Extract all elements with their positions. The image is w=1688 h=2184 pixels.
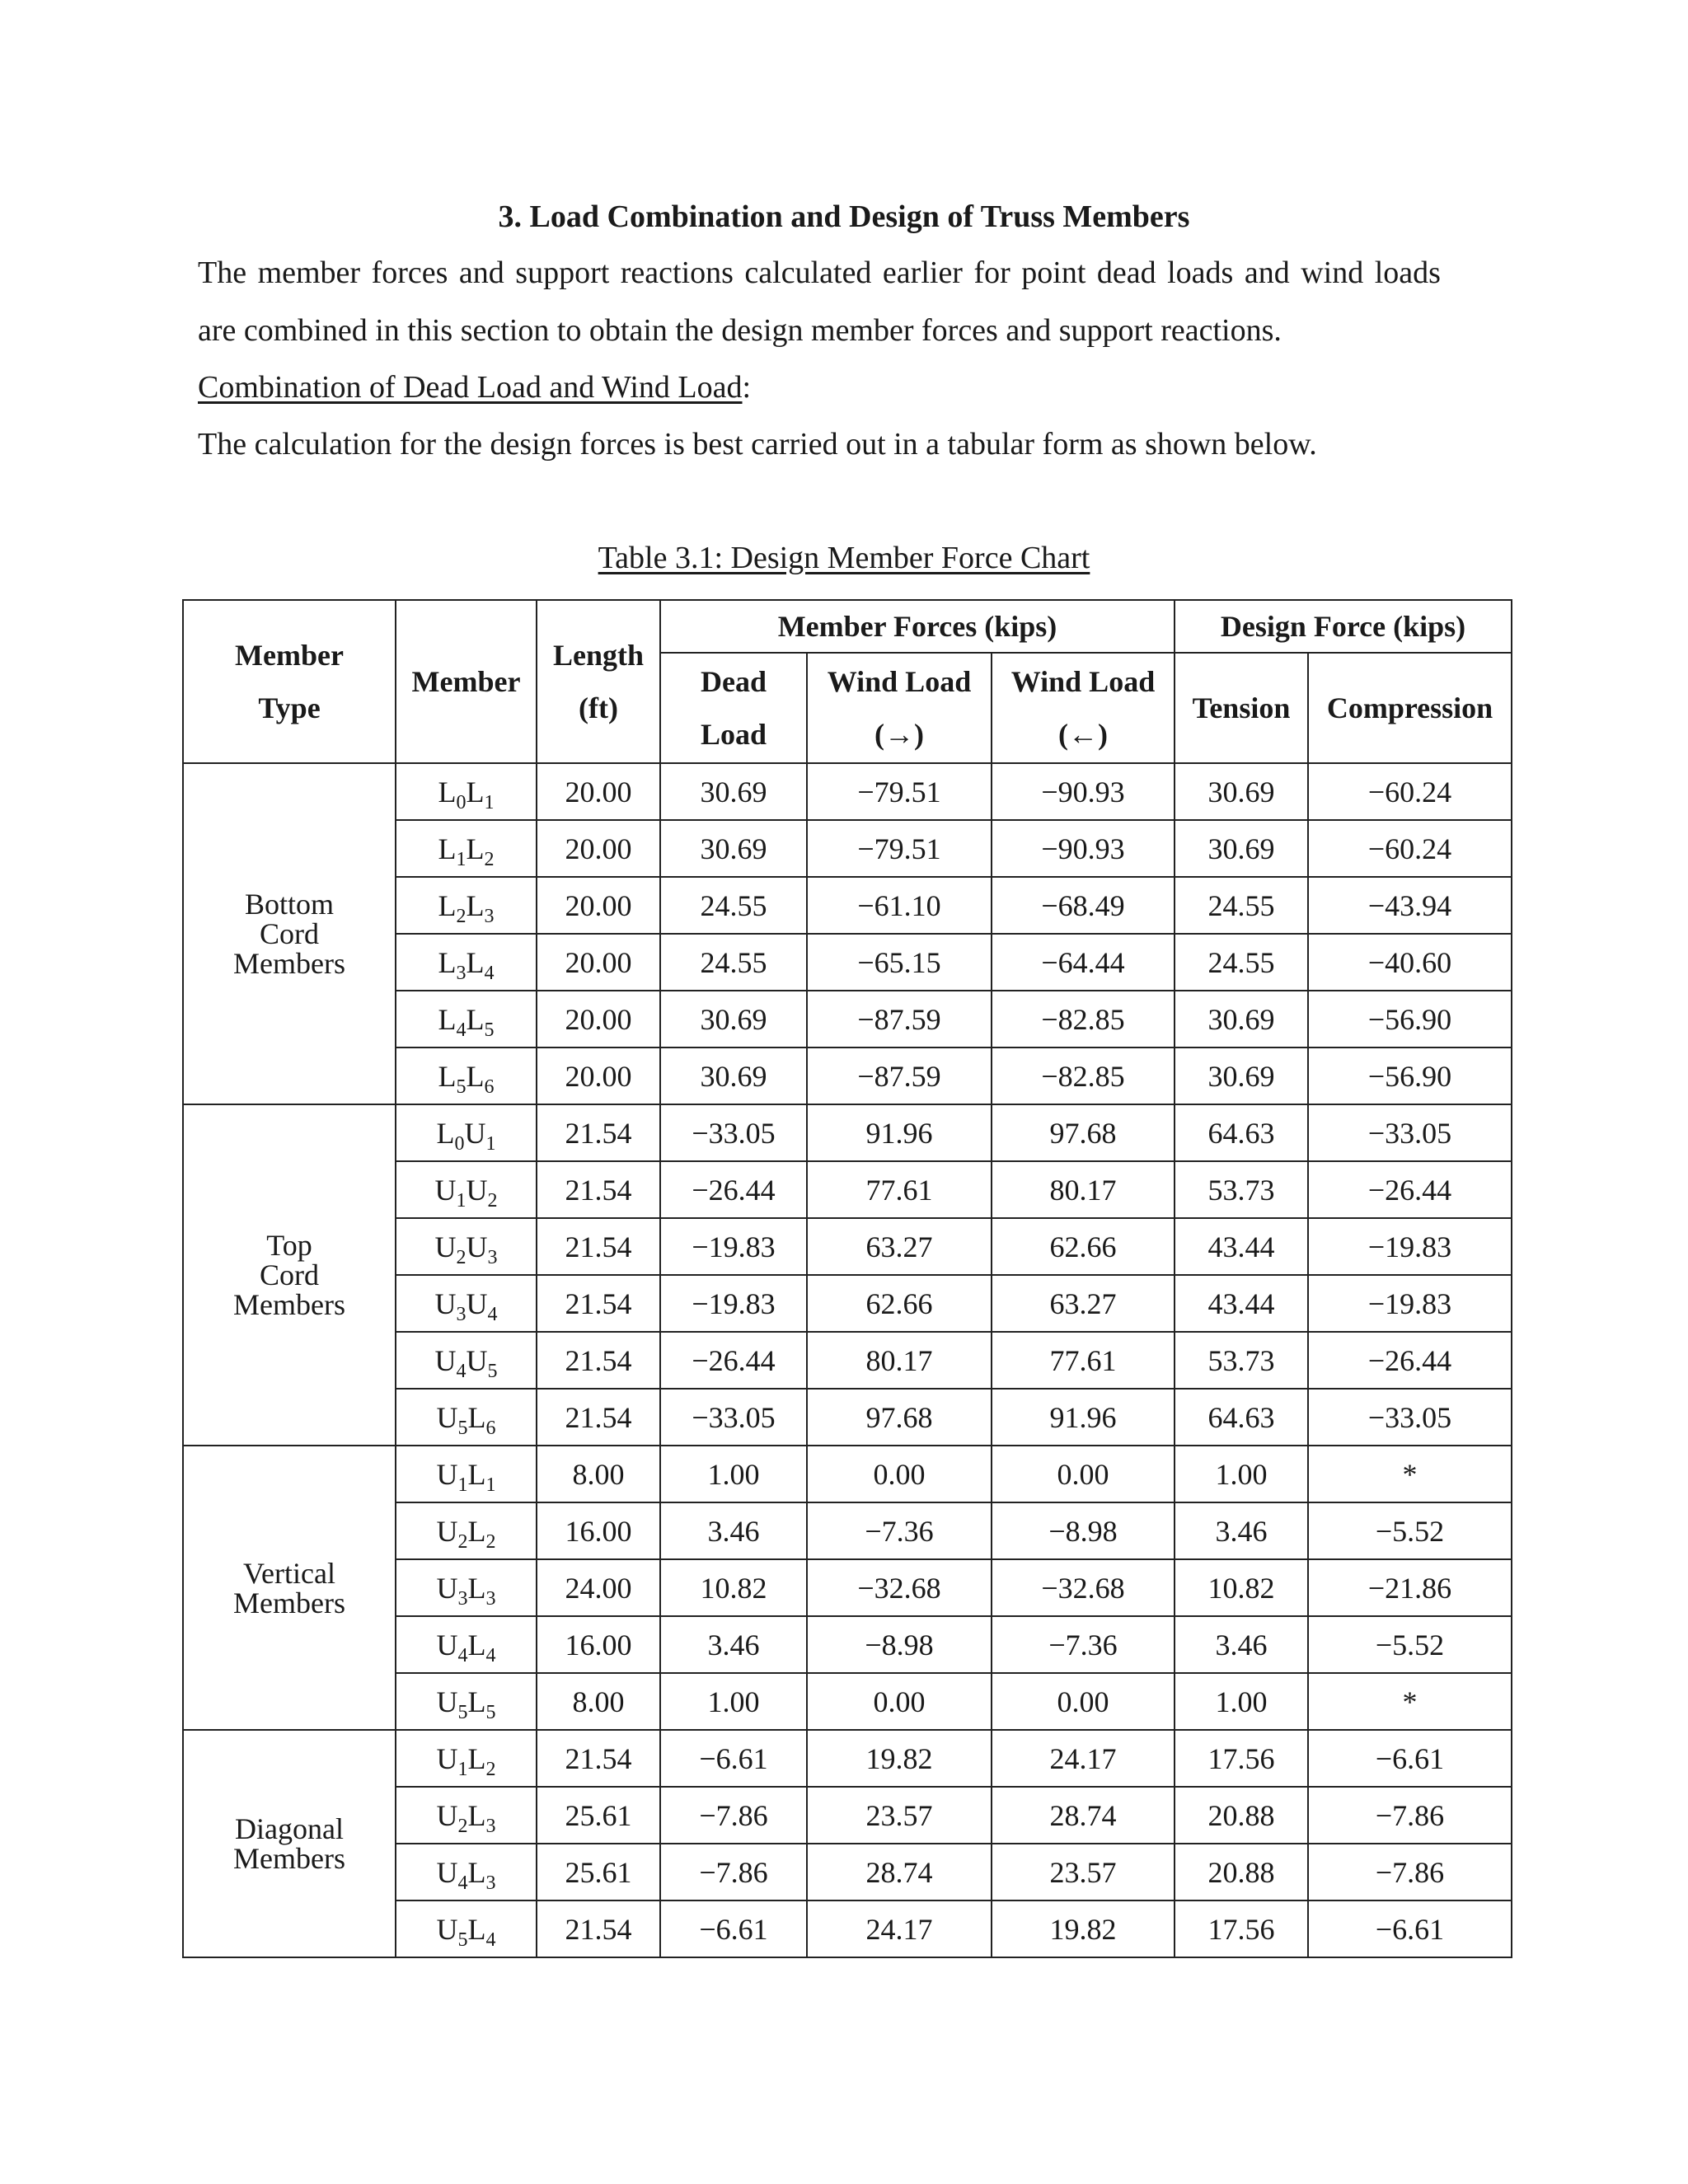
member-node-letter: U (434, 1343, 457, 1377)
member-node-subscript: 1 (457, 1758, 468, 1780)
dead-load-cell: 30.69 (660, 763, 807, 820)
table-row (183, 1446, 1512, 1502)
length-cell: 21.54 (537, 1218, 660, 1275)
wind-right-cell: −87.59 (807, 1047, 992, 1104)
member-node-subscript: 2 (485, 1530, 496, 1553)
dead-load-cell: 30.69 (660, 1047, 807, 1104)
member-cell (396, 934, 537, 991)
wind-right-cell: −61.10 (807, 877, 992, 934)
design-member-force-table (182, 599, 1512, 1958)
wind-right-cell: 91.96 (807, 1104, 992, 1161)
member-cell (396, 1389, 537, 1446)
header-member: Member (396, 600, 537, 763)
wind-right-cell: 0.00 (807, 1673, 992, 1730)
member-type-line: Members (233, 1586, 345, 1619)
member-node-subscript: 4 (456, 1360, 467, 1382)
member-node-letter: L (438, 1059, 457, 1093)
dead-load-cell: 24.55 (660, 877, 807, 934)
member-node-subscript: 4 (485, 1644, 496, 1666)
wind-left-cell: 24.17 (992, 1730, 1175, 1787)
wind-left-cell: −82.85 (992, 1047, 1175, 1104)
length-cell: 21.54 (537, 1104, 660, 1161)
member-node-letter: U (436, 1400, 458, 1434)
member-node-letter: L (467, 1628, 486, 1661)
member-node-letter: U (436, 1855, 458, 1889)
tension-cell: 30.69 (1175, 1047, 1308, 1104)
tension-cell: 43.44 (1175, 1275, 1308, 1332)
header-wind-left-line-2: (←) (1058, 718, 1108, 751)
dead-load-cell: 1.00 (660, 1446, 807, 1502)
member-node-letter: U (434, 1230, 457, 1263)
member-node-letter: U (436, 1457, 458, 1491)
length-cell: 16.00 (537, 1502, 660, 1559)
member-node-letter: L (466, 775, 485, 808)
member-type-cell (183, 1730, 396, 1957)
member-cell (396, 1844, 537, 1900)
member-cell (396, 1332, 537, 1389)
member-node-subscript: 6 (485, 1417, 496, 1439)
wind-left-cell: 19.82 (992, 1900, 1175, 1957)
member-node-letter: U (434, 1173, 457, 1207)
paragraph-line-3: The calculation for the design forces is best carried out in a tabular form as shown below. (198, 427, 1317, 462)
compression-cell: −19.83 (1308, 1275, 1512, 1332)
header-dead-load-line-2: Load (700, 718, 767, 751)
table-caption-text: Table 3.1: Design Member Force Chart (598, 541, 1090, 575)
member-cell (396, 1673, 537, 1730)
member-node-letter: U (466, 1343, 488, 1377)
wind-left-cell: 28.74 (992, 1787, 1175, 1844)
length-cell: 21.54 (537, 1900, 660, 1957)
member-node-subscript: 4 (457, 1644, 468, 1666)
member-node-letter: U (436, 1571, 458, 1605)
member-cell (396, 1104, 537, 1161)
member-node-letter: L (467, 1514, 486, 1548)
wind-right-cell: −65.15 (807, 934, 992, 991)
wind-right-cell: 62.66 (807, 1275, 992, 1332)
member-node-subscript: 1 (484, 791, 495, 813)
compression-cell: −26.44 (1308, 1332, 1512, 1389)
wind-left-cell: −7.36 (992, 1616, 1175, 1673)
member-node-letter: U (436, 1798, 458, 1832)
member-node-subscript: 3 (457, 1587, 468, 1610)
compression-cell: −21.86 (1308, 1559, 1512, 1616)
wind-left-cell: 97.68 (992, 1104, 1175, 1161)
compression-cell: −19.83 (1308, 1218, 1512, 1275)
dead-load-cell: 30.69 (660, 820, 807, 877)
table-row (183, 1104, 1512, 1161)
member-cell (396, 1559, 537, 1616)
member-node-subscript: 2 (457, 1815, 468, 1837)
tension-cell: 64.63 (1175, 1389, 1308, 1446)
paragraph-line-2: are combined in this section to obtain the design member forces and support reactions. (198, 313, 1282, 348)
tension-cell: 30.69 (1175, 763, 1308, 820)
member-node-letter: U (464, 1116, 486, 1150)
member-node-letter: L (467, 1798, 486, 1832)
wind-left-cell: −32.68 (992, 1559, 1175, 1616)
member-node-letter: L (466, 832, 485, 865)
member-node-letter: L (467, 1912, 486, 1946)
header-member-type-line-2: Type (258, 691, 321, 724)
wind-right-cell: −7.36 (807, 1502, 992, 1559)
tension-cell: 17.56 (1175, 1900, 1308, 1957)
member-node-subscript: 2 (487, 1189, 498, 1212)
member-cell (396, 1616, 537, 1673)
dead-load-cell: 1.00 (660, 1673, 807, 1730)
wind-right-cell: −87.59 (807, 991, 992, 1047)
member-cell (396, 991, 537, 1047)
wind-left-cell: −82.85 (992, 991, 1175, 1047)
dead-load-cell: 3.46 (660, 1616, 807, 1673)
member-node-subscript: 3 (485, 1815, 496, 1837)
member-node-letter: L (438, 775, 457, 808)
wind-left-cell: −8.98 (992, 1502, 1175, 1559)
tension-cell: 3.46 (1175, 1502, 1308, 1559)
compression-cell: −7.86 (1308, 1844, 1512, 1900)
compression-cell: −33.05 (1308, 1104, 1512, 1161)
subheading: Combination of Dead Load and Wind Load (198, 370, 743, 405)
member-cell (396, 1275, 537, 1332)
member-node-letter: L (466, 1059, 485, 1093)
tension-cell: 53.73 (1175, 1161, 1308, 1218)
table-row (183, 1730, 1512, 1787)
member-node-letter: L (466, 945, 485, 979)
tension-cell: 24.55 (1175, 877, 1308, 934)
wind-right-cell: 28.74 (807, 1844, 992, 1900)
header-length-line-1: Length (552, 639, 645, 672)
header-wind-left-line-1: Wind Load (1010, 665, 1156, 698)
member-node-subscript: 2 (456, 905, 467, 927)
header-length-line-2: (ft) (579, 691, 618, 724)
header-wind-right-line-2: (→) (874, 718, 924, 751)
wind-right-cell: 19.82 (807, 1730, 992, 1787)
header-member-type (183, 600, 396, 763)
tension-cell: 53.73 (1175, 1332, 1308, 1389)
member-cell (396, 1446, 537, 1502)
length-cell: 25.61 (537, 1787, 660, 1844)
member-node-letter: L (466, 1002, 485, 1036)
member-node-subscript: 1 (456, 848, 467, 870)
member-node-letter: L (438, 888, 457, 922)
compression-cell: −60.24 (1308, 820, 1512, 877)
wind-left-cell: 0.00 (992, 1446, 1175, 1502)
member-type-line: Cord (260, 1258, 319, 1291)
member-node-letter: L (467, 1400, 486, 1434)
compression-cell: * (1308, 1446, 1512, 1502)
member-type-line: Members (233, 1288, 345, 1321)
dead-load-cell: −33.05 (660, 1104, 807, 1161)
table-body (183, 763, 1512, 1957)
dead-load-cell: 30.69 (660, 991, 807, 1047)
member-cell (396, 877, 537, 934)
member-node-subscript: 2 (484, 848, 495, 870)
wind-left-cell: 91.96 (992, 1389, 1175, 1446)
member-cell (396, 820, 537, 877)
member-node-subscript: 3 (456, 962, 467, 984)
tension-cell: 1.00 (1175, 1446, 1308, 1502)
paragraph-line-1: The member forces and support reactions calculated earlier for point dead loads and wind loads (198, 255, 1441, 290)
length-cell: 21.54 (537, 1332, 660, 1389)
member-node-subscript: 5 (457, 1701, 468, 1723)
tension-cell: 20.88 (1175, 1844, 1308, 1900)
tension-cell: 3.46 (1175, 1616, 1308, 1673)
member-type-line: Top (266, 1229, 312, 1262)
dead-load-cell: −26.44 (660, 1161, 807, 1218)
length-cell: 16.00 (537, 1616, 660, 1673)
member-node-subscript: 3 (456, 1303, 467, 1325)
compression-cell: −56.90 (1308, 1047, 1512, 1104)
dead-load-cell: −33.05 (660, 1389, 807, 1446)
member-cell (396, 1900, 537, 1957)
member-node-subscript: 4 (457, 1872, 468, 1894)
compression-cell: −43.94 (1308, 877, 1512, 934)
member-node-subscript: 0 (456, 791, 467, 813)
tension-cell: 1.00 (1175, 1673, 1308, 1730)
tension-cell: 10.82 (1175, 1559, 1308, 1616)
wind-right-cell: 80.17 (807, 1332, 992, 1389)
compression-cell: −40.60 (1308, 934, 1512, 991)
member-node-subscript: 3 (484, 905, 495, 927)
length-cell: 20.00 (537, 934, 660, 991)
member-node-subscript: 0 (454, 1132, 465, 1155)
member-node-subscript: 2 (457, 1530, 468, 1553)
wind-right-cell: 0.00 (807, 1446, 992, 1502)
wind-left-cell: 63.27 (992, 1275, 1175, 1332)
header-dead-load-line-1: Dead (701, 665, 767, 698)
tension-cell: 43.44 (1175, 1218, 1308, 1275)
tension-cell: 30.69 (1175, 820, 1308, 877)
compression-cell: * (1308, 1673, 1512, 1730)
wind-left-cell: 77.61 (992, 1332, 1175, 1389)
header-row-1 (183, 600, 1512, 653)
member-node-letter: U (436, 1741, 458, 1775)
wind-left-cell: −68.49 (992, 877, 1175, 934)
length-cell: 20.00 (537, 1047, 660, 1104)
wind-right-cell: 63.27 (807, 1218, 992, 1275)
wind-right-cell: −8.98 (807, 1616, 992, 1673)
dead-load-cell: 10.82 (660, 1559, 807, 1616)
compression-cell: −26.44 (1308, 1161, 1512, 1218)
header-compression: Compression (1308, 653, 1512, 763)
member-node-letter: L (467, 1571, 486, 1605)
member-node-subscript: 3 (485, 1872, 496, 1894)
member-node-letter: U (434, 1286, 457, 1320)
wind-left-cell: 0.00 (992, 1673, 1175, 1730)
member-cell (396, 1502, 537, 1559)
wind-left-cell: 80.17 (992, 1161, 1175, 1218)
member-node-subscript: 4 (456, 1019, 467, 1041)
dead-load-cell: 24.55 (660, 934, 807, 991)
wind-left-cell: −90.93 (992, 763, 1175, 820)
dead-load-cell: −7.86 (660, 1787, 807, 1844)
member-type-line: Vertical (243, 1556, 335, 1590)
wind-right-cell: −79.51 (807, 763, 992, 820)
compression-cell: −5.52 (1308, 1616, 1512, 1673)
member-type-line: Cord (260, 917, 319, 950)
member-type-line: Members (233, 1842, 345, 1875)
member-node-subscript: 1 (485, 1132, 496, 1155)
member-type-line: Members (233, 947, 345, 980)
compression-cell: −6.61 (1308, 1730, 1512, 1787)
wind-right-cell: 24.17 (807, 1900, 992, 1957)
tension-cell: 20.88 (1175, 1787, 1308, 1844)
compression-cell: −60.24 (1308, 763, 1512, 820)
member-node-letter: L (438, 1002, 457, 1036)
member-node-letter: L (438, 832, 457, 865)
member-node-letter: L (467, 1685, 486, 1718)
header-wind-left (992, 653, 1175, 763)
member-node-letter: U (436, 1514, 458, 1548)
length-cell: 21.54 (537, 1389, 660, 1446)
dead-load-cell: −6.61 (660, 1900, 807, 1957)
wind-left-cell: −64.44 (992, 934, 1175, 991)
member-node-letter: U (436, 1912, 458, 1946)
length-cell: 25.61 (537, 1844, 660, 1900)
dead-load-cell: −7.86 (660, 1844, 807, 1900)
header-design-force: Design Force (kips) (1175, 600, 1512, 653)
tension-cell: 24.55 (1175, 934, 1308, 991)
table-header (183, 600, 1512, 763)
member-node-letter: U (466, 1286, 488, 1320)
compression-cell: −56.90 (1308, 991, 1512, 1047)
wind-right-cell: 97.68 (807, 1389, 992, 1446)
member-cell (396, 1161, 537, 1218)
member-node-subscript: 2 (456, 1246, 467, 1268)
member-node-subscript: 5 (456, 1076, 467, 1098)
member-node-subscript: 4 (487, 1303, 498, 1325)
length-cell: 8.00 (537, 1446, 660, 1502)
subheading-suffix: : (742, 370, 752, 405)
member-node-letter: U (466, 1230, 488, 1263)
compression-cell: −7.86 (1308, 1787, 1512, 1844)
header-tension: Tension (1175, 653, 1308, 763)
header-wind-right-line-1: Wind Load (827, 665, 972, 698)
header-length (537, 600, 660, 763)
compression-cell: −6.61 (1308, 1900, 1512, 1957)
wind-right-cell: −79.51 (807, 820, 992, 877)
member-node-letter: L (467, 1741, 486, 1775)
header-dead-load (660, 653, 807, 763)
wind-left-cell: 23.57 (992, 1844, 1175, 1900)
header-wind-right (807, 653, 992, 763)
dead-load-cell: −19.83 (660, 1218, 807, 1275)
dead-load-cell: 3.46 (660, 1502, 807, 1559)
table-caption (0, 537, 1688, 579)
wind-right-cell: 23.57 (807, 1787, 992, 1844)
member-node-letter: U (436, 1628, 458, 1661)
member-node-subscript: 4 (485, 1929, 496, 1951)
compression-cell: −5.52 (1308, 1502, 1512, 1559)
member-node-subscript: 3 (487, 1246, 498, 1268)
member-node-subscript: 1 (485, 1474, 496, 1496)
header-member-type-line-1: Member (235, 639, 344, 672)
member-node-subscript: 1 (456, 1189, 467, 1212)
member-node-subscript: 5 (485, 1701, 496, 1723)
member-type-cell (183, 1446, 396, 1730)
member-node-letter: U (466, 1173, 488, 1207)
length-cell: 20.00 (537, 991, 660, 1047)
member-cell (396, 1047, 537, 1104)
member-node-subscript: 5 (487, 1360, 498, 1382)
member-type-line: Diagonal (235, 1812, 344, 1845)
member-node-letter: L (466, 888, 485, 922)
tension-cell: 17.56 (1175, 1730, 1308, 1787)
wind-left-cell: 62.66 (992, 1218, 1175, 1275)
tension-cell: 64.63 (1175, 1104, 1308, 1161)
member-node-subscript: 5 (457, 1417, 468, 1439)
member-node-subscript: 5 (484, 1019, 495, 1041)
compression-cell: −33.05 (1308, 1389, 1512, 1446)
length-cell: 20.00 (537, 763, 660, 820)
length-cell: 20.00 (537, 820, 660, 877)
member-type-cell (183, 763, 396, 1104)
wind-left-cell: −90.93 (992, 820, 1175, 877)
dead-load-cell: −6.61 (660, 1730, 807, 1787)
length-cell: 21.54 (537, 1161, 660, 1218)
member-node-subscript: 3 (485, 1587, 496, 1610)
member-node-subscript: 2 (485, 1758, 496, 1780)
member-type-line: Bottom (244, 888, 335, 921)
header-member-forces: Member Forces (kips) (660, 600, 1175, 653)
member-cell (396, 1730, 537, 1787)
length-cell: 21.54 (537, 1730, 660, 1787)
member-type-cell (183, 1104, 396, 1446)
dead-load-cell: −26.44 (660, 1332, 807, 1389)
member-cell (396, 1787, 537, 1844)
member-node-subscript: 4 (484, 962, 495, 984)
length-cell: 24.00 (537, 1559, 660, 1616)
wind-right-cell: −32.68 (807, 1559, 992, 1616)
member-node-subscript: 5 (457, 1929, 468, 1951)
tension-cell: 30.69 (1175, 991, 1308, 1047)
length-cell: 8.00 (537, 1673, 660, 1730)
member-node-letter: L (467, 1457, 486, 1491)
member-node-subscript: 6 (484, 1076, 495, 1098)
member-node-letter: U (436, 1685, 458, 1718)
member-cell (396, 1218, 537, 1275)
member-node-letter: L (438, 945, 457, 979)
length-cell: 21.54 (537, 1275, 660, 1332)
dead-load-cell: −19.83 (660, 1275, 807, 1332)
member-cell (396, 763, 537, 820)
length-cell: 20.00 (537, 877, 660, 934)
section-heading: 3. Load Combination and Design of Truss Members (498, 199, 1190, 234)
member-node-letter: L (467, 1855, 486, 1889)
subheading-line (198, 367, 751, 408)
wind-right-cell: 77.61 (807, 1161, 992, 1218)
member-node-subscript: 1 (457, 1474, 468, 1496)
table-row (183, 763, 1512, 820)
member-node-letter: L (436, 1116, 455, 1150)
